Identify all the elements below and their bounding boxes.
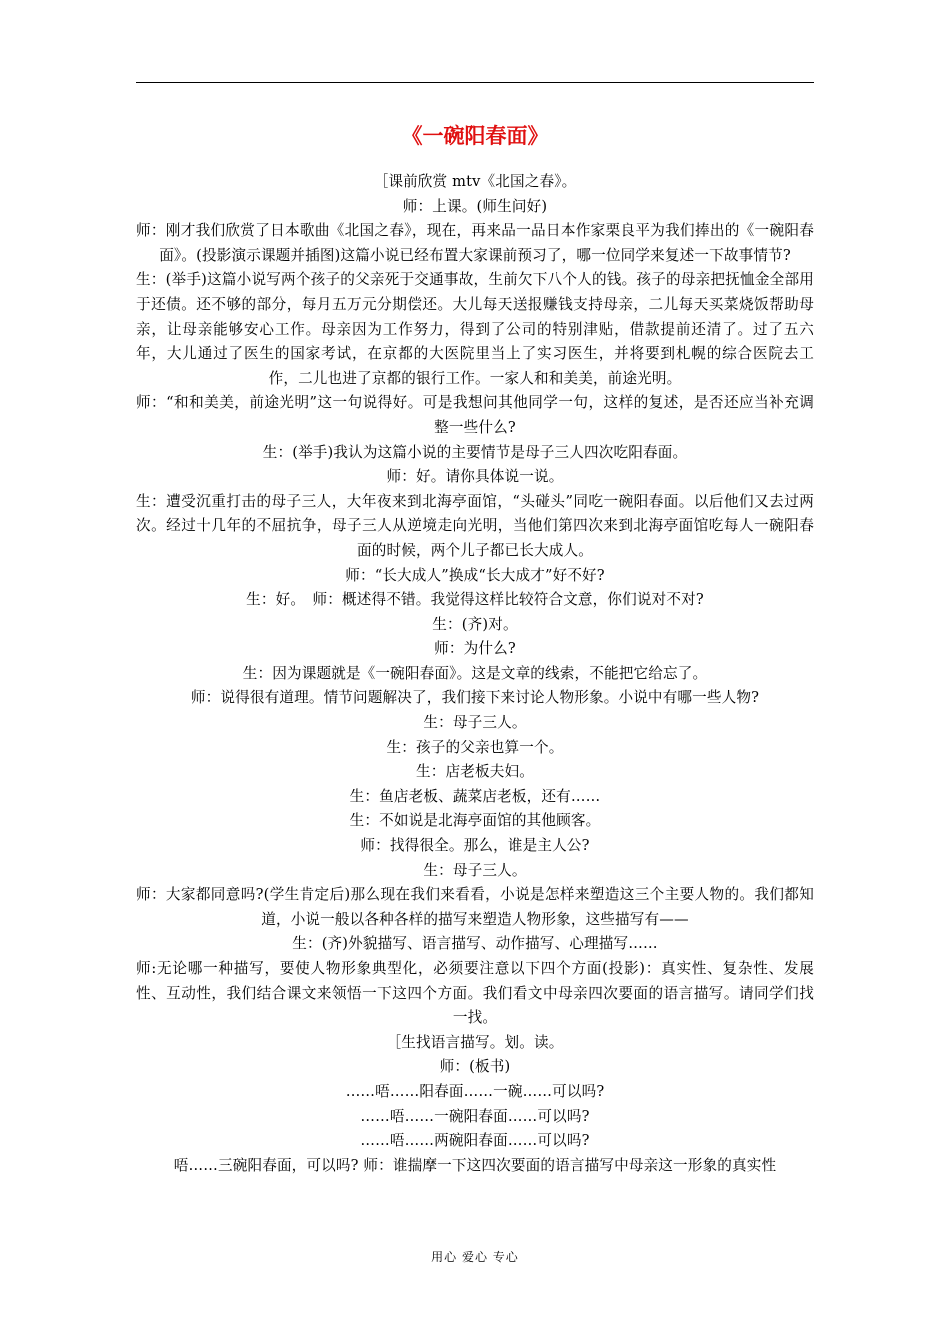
paragraph: 唔……三碗阳春面，可以吗? 师：谁揣摩一下这四次要面的语言描写中母亲这一形象的真实性 [173,1156,777,1174]
paragraph: 师：找得很全。那么，谁是主人公? [360,837,590,855]
paragraph: 师：“长大成人”换成“长大成才”好不好? [345,566,605,584]
paragraph: 师：(板书) [439,1058,511,1076]
paragraph: 生：店老板夫妇。 [416,763,534,781]
paragraph: 生：好。 师：概述得不错。我觉得这样比较符合文意，你们说对不对? [246,591,704,609]
paragraph: 师：好。请你具体说一说。 [386,468,564,486]
paragraph: 生：遭受沉重打击的母子三人，大年夜来到北海亭面馆，“头碰头”同吃一碗阳春面。以后他们又去过两次。经过十几年的不屈抗争，母子三人从逆境走向光明，当他们第四次来到北海亭面馆吃每人一碗阳春面的时候，两个儿子都已长大成人。 [136,492,814,559]
paragraph: 生：孩子的父亲也算一个。 [386,738,564,756]
paragraph: ……唔……两碗阳春面……可以吗? [360,1132,590,1150]
paragraph: 师：上课。(师生问好) [402,197,548,215]
paragraph: 生：不如说是北海亭面馆的其他顾客。 [349,812,601,830]
document-body [136,170,814,1178]
paragraph: 师：大家都同意吗?(学生肯定后)那么现在我们来看看，小说是怎样来塑造这三个主要人物的。我们都知道，小说一般以各种各样的描写来塑造人物形象，这些描写有—— [136,886,814,928]
paragraph: 生：因为课题就是《一碗阳春面》。这是文章的线索，不能把它给忘了。 [242,664,708,682]
paragraph: 师:无论哪一种描写，要使人物形象典型化，必须要注意以下四个方面(投影)：真实性、复杂性、发展性、互动性，我们结合课文来领悟一下这四个方面。我们看文中母亲四次要面的语言描写。请同学们找一找。 [136,960,814,1027]
paragraph: 师：刚才我们欣赏了日本歌曲《北国之春》，现在，再来品一品日本作家栗良平为我们捧出的《一碗阳春面》。(投影演示课题并插图)这篇小说已经布置大家课前预习了，哪一位同学来复述一下故事情节? [136,222,814,264]
paragraph: 师：为什么? [434,640,516,658]
paragraph: ……唔……一碗阳春面……可以吗? [360,1107,590,1125]
paragraph: 生：母子三人。 [423,861,527,879]
page-footer: 用心 爱心 专心 [431,1250,519,1264]
paragraph: 师：“和和美美，前途光明”这一句说得好。可是我想问其他同学一句，这样的复述，是否还应当补充调整一些什么? [136,394,814,436]
paragraph: 生：母子三人。 [423,714,527,732]
paragraph: 生：(举手)这篇小说写两个孩子的父亲死于交通事故，生前欠下八个人的钱。孩子的母亲把抚恤金全部用于还债。还不够的部分，每月五万元分期偿还。大儿每天送报赚钱支持母亲，二儿每天买菜烧饭帮助母亲，让母亲能够安心工作。母亲因为工作努力，得到了公司的特别津贴，借款提前还清了。过了五六年，大儿通过了医生的国家考试，在京都的大医院里当上了实习医生，并将要到札幌的综合医院去工作，二儿也进了京都的银行工作。一家人和和美美，前途光明。 [136,271,814,387]
document-title: 《一碗阳春面》 [401,124,549,148]
paragraph: 生：鱼店老板、蔬菜店老板，还有…… [349,787,601,805]
paragraph: ［生找语言描写。划。读。 [386,1033,564,1051]
header-rule [136,82,814,83]
paragraph: ……唔……阳春面……一碗……可以吗? [345,1082,605,1100]
paragraph: ［课前欣赏 mtv《北国之春》。 [373,173,577,190]
paragraph: 师：说得很有道理。情节问题解决了，我们接下来讨论人物形象。小说中有哪一些人物? [190,689,760,707]
paragraph: 生：(齐)对。 [432,615,518,633]
paragraph: 生：(举手)我认为这篇小说的主要情节是母子三人四次吃阳春面。 [262,443,688,461]
paragraph: 生：(齐)外貌描写、语言描写、动作描写、心理描写…… [292,935,658,953]
